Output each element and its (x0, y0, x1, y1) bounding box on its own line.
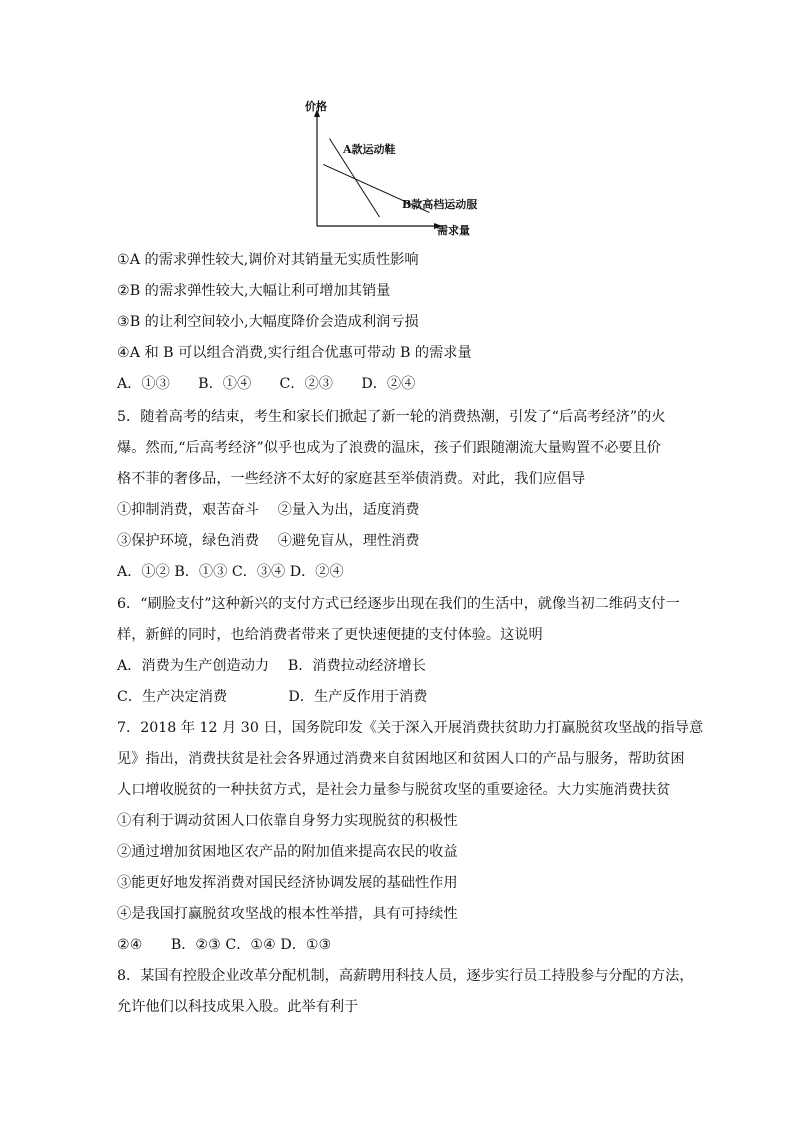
text-line: A．①③ B．①④ C．②③ D．②④ (117, 376, 416, 392)
text-line: 爆。然而,“后高考经济”似乎也成为了浪费的温床，孩子们跟随潮流大量购置不必要且价 (117, 440, 661, 456)
text-line: ②④ B．②③ C．①④ D．①③ (117, 937, 332, 953)
x-axis-label: 需求量 (437, 224, 470, 236)
text-line: ①抑制消费，艰苦奋斗 ②量入为出，适度消费 (117, 502, 420, 518)
text-line: 格不菲的奢侈品，一些经济不太好的家庭甚至举债消费。对此，我们应倡导 (117, 471, 586, 487)
text-line: ①有利于调动贫困人口依靠自身努力实现脱贫的积极性 (117, 813, 458, 829)
text-line: ①A 的需求弹性较大,调价对其销量无实质性影响 (117, 252, 419, 268)
text-line: 8．某国有控股企业改革分配机制，高薪聘用科技人员，逐步实行员工持股参与分配的方法， (117, 968, 694, 984)
series-a-label: A款运动鞋 (343, 143, 396, 156)
text-line: 6．“刷脸支付”这种新兴的支付方式已经逐步出现在我们的生活中，就像当初二维码支付一 (117, 596, 680, 612)
text-line: 人口增收脱贫的一种扶贫方式，是社会力量参与脱贫攻坚的重要途径。大力实施消费扶贫 (117, 782, 671, 798)
y-axis-label: 价格 (305, 100, 327, 113)
text-line: A．①② B．①③ C．③④ D．②④ (117, 564, 344, 580)
text-line: ③能更好地发挥消费对国民经济协调发展的基础性作用 (117, 875, 458, 891)
text-line: 5．随着高考的结束，考生和家长们掀起了新一轮的消费热潮，引发了“后高考经济”的火 (117, 409, 666, 425)
text-line: ②B 的需求弹性较大,大幅让利可增加其销量 (117, 283, 391, 299)
text-line: ④A 和 B 可以组合消费,实行组合优惠可带动 B 的需求量 (117, 345, 472, 361)
text-line: A．消费为生产创造动力 B．消费拉动经济增长 (117, 658, 426, 674)
text-line: ③B 的让利空间较小,大幅度降价会造成利润亏损 (117, 314, 419, 330)
text-line: C．生产决定消费 D．生产反作用于消费 (117, 689, 428, 705)
demand-chart (295, 96, 495, 236)
text-line: ②通过增加贫困地区农产品的附加值来提高农民的收益 (117, 844, 458, 860)
text-line: 允许他们以科技成果入股。此举有利于 (117, 999, 359, 1015)
text-line: 见》指出，消费扶贫是社会各界通过消费来自贫困地区和贫困人口的产品与服务，帮助贫困 (117, 751, 685, 767)
text-line: ③保护环境，绿色消费 ④避免盲从，理性消费 (117, 533, 420, 549)
series-b-label: B款高档运动服 (402, 198, 478, 211)
text-line: 7．2018 年 12 月 30 日，国务院印发《关于深入开展消费扶贫助力打赢脱贫攻坚战的指导意 (117, 720, 704, 736)
text-line: ④是我国打赢脱贫攻坚战的根本性举措，具有可持续性 (117, 906, 458, 922)
text-line: 样，新鲜的同时，也给消费者带来了更快速便捷的支付体验。这说明 (117, 627, 543, 643)
